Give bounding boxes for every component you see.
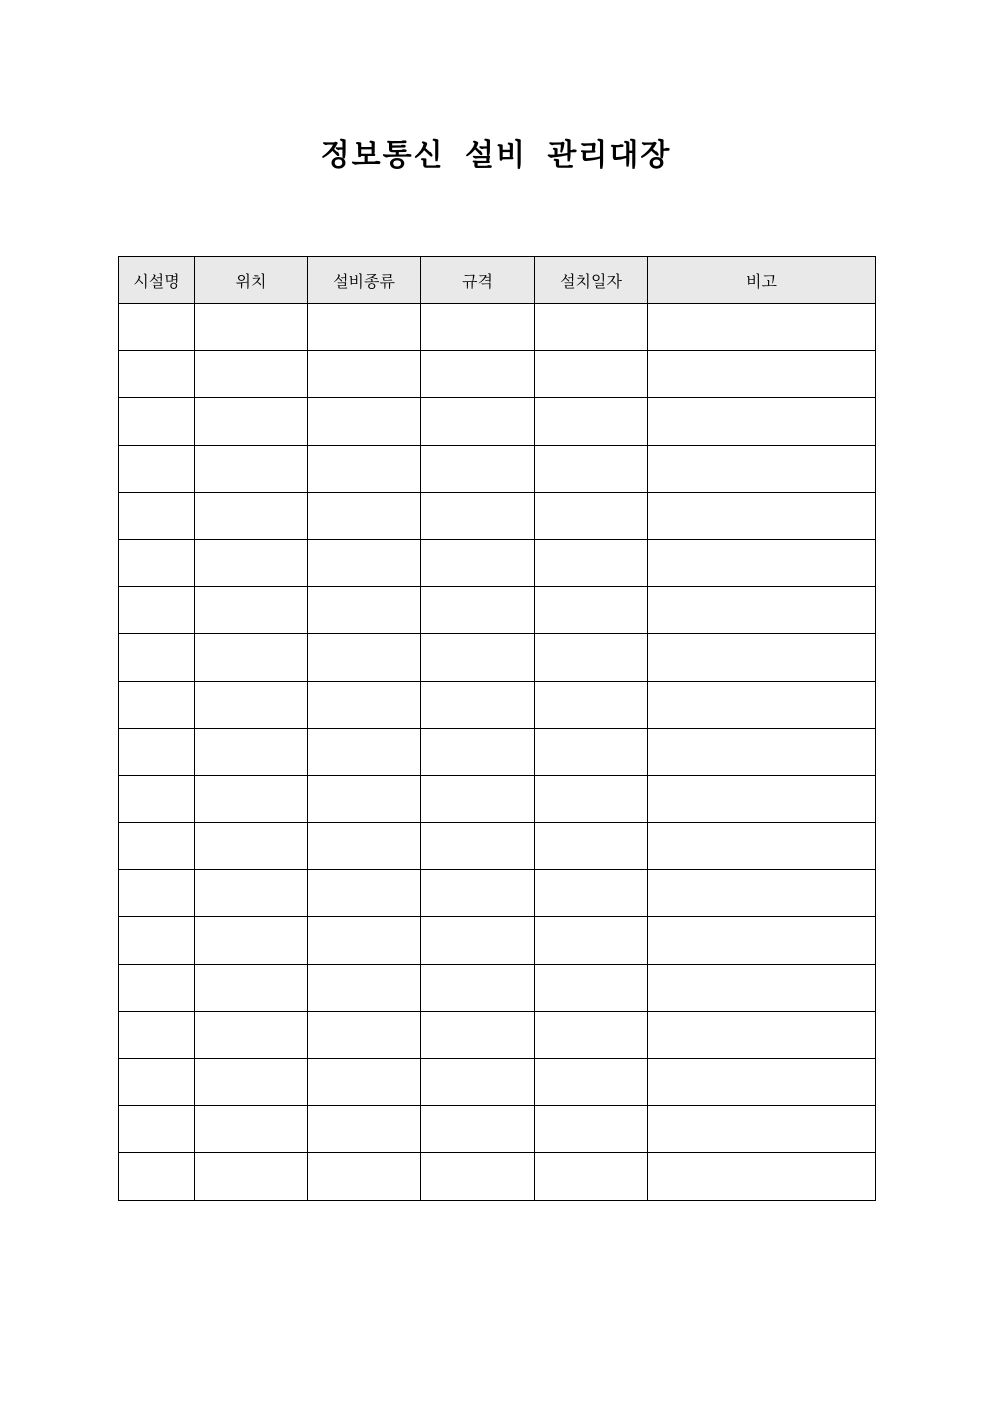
specification-cell[interactable]	[421, 823, 535, 870]
location-cell[interactable]	[195, 870, 308, 917]
installation-date-cell[interactable]	[535, 870, 648, 917]
facility-name-cell[interactable]	[119, 964, 195, 1011]
equipment-type-cell[interactable]	[308, 351, 421, 398]
equipment-ledger-table	[118, 256, 876, 1201]
column-header-location: 위치	[195, 257, 308, 304]
equipment-type-cell[interactable]	[308, 1106, 421, 1153]
specification-cell[interactable]	[421, 775, 535, 822]
table-row	[119, 634, 876, 681]
remarks-cell[interactable]	[648, 634, 876, 681]
table-row	[119, 587, 876, 634]
facility-name-cell[interactable]	[119, 681, 195, 728]
specification-cell[interactable]	[421, 1059, 535, 1106]
facility-name-cell[interactable]	[119, 351, 195, 398]
specification-cell[interactable]	[421, 681, 535, 728]
table-row	[119, 728, 876, 775]
column-header-equipment-type: 설비종류	[308, 257, 421, 304]
location-cell[interactable]	[195, 1153, 308, 1200]
installation-date-cell[interactable]	[535, 1059, 648, 1106]
table-row	[119, 823, 876, 870]
column-header-facility-name: 시설명	[119, 257, 195, 304]
location-cell[interactable]	[195, 398, 308, 445]
remarks-cell[interactable]	[648, 492, 876, 539]
facility-name-cell[interactable]	[119, 445, 195, 492]
equipment-type-cell[interactable]	[308, 728, 421, 775]
facility-name-cell[interactable]	[119, 1059, 195, 1106]
location-cell[interactable]	[195, 1106, 308, 1153]
specification-cell[interactable]	[421, 539, 535, 586]
remarks-cell[interactable]	[648, 445, 876, 492]
facility-name-cell[interactable]	[119, 398, 195, 445]
equipment-type-cell[interactable]	[308, 539, 421, 586]
table-body	[119, 304, 876, 1201]
location-cell[interactable]	[195, 964, 308, 1011]
specification-cell[interactable]	[421, 634, 535, 681]
equipment-type-cell[interactable]	[308, 492, 421, 539]
specification-cell[interactable]	[421, 351, 535, 398]
specification-cell[interactable]	[421, 587, 535, 634]
facility-name-cell[interactable]	[119, 304, 195, 351]
specification-cell[interactable]	[421, 398, 535, 445]
column-header-specification: 규격	[421, 257, 535, 304]
column-header-installation-date: 설치일자	[535, 257, 648, 304]
table-row	[119, 304, 876, 351]
installation-date-cell[interactable]	[535, 587, 648, 634]
table-row	[119, 445, 876, 492]
table-row	[119, 398, 876, 445]
installation-date-cell[interactable]	[535, 775, 648, 822]
location-cell[interactable]	[195, 634, 308, 681]
table-row	[119, 492, 876, 539]
specification-cell[interactable]	[421, 917, 535, 964]
installation-date-cell[interactable]	[535, 681, 648, 728]
table-row	[119, 1011, 876, 1058]
facility-name-cell[interactable]	[119, 728, 195, 775]
installation-date-cell[interactable]	[535, 634, 648, 681]
equipment-type-cell[interactable]	[308, 1059, 421, 1106]
facility-name-cell[interactable]	[119, 870, 195, 917]
location-cell[interactable]	[195, 681, 308, 728]
location-cell[interactable]	[195, 539, 308, 586]
installation-date-cell[interactable]	[535, 304, 648, 351]
equipment-type-cell[interactable]	[308, 823, 421, 870]
table-header	[119, 257, 876, 304]
document-title: 정보통신 설비 관리대장	[320, 138, 672, 173]
table-row	[119, 1153, 876, 1200]
equipment-type-cell[interactable]	[308, 681, 421, 728]
specification-cell[interactable]	[421, 304, 535, 351]
equipment-type-cell[interactable]	[308, 398, 421, 445]
location-cell[interactable]	[195, 775, 308, 822]
facility-name-cell[interactable]	[119, 1106, 195, 1153]
equipment-type-cell[interactable]	[308, 445, 421, 492]
facility-name-cell[interactable]	[119, 539, 195, 586]
installation-date-cell[interactable]	[535, 492, 648, 539]
header-row	[119, 257, 876, 304]
specification-cell[interactable]	[421, 728, 535, 775]
installation-date-cell[interactable]	[535, 398, 648, 445]
installation-date-cell[interactable]	[535, 823, 648, 870]
location-cell[interactable]	[195, 728, 308, 775]
location-cell[interactable]	[195, 823, 308, 870]
table-row	[119, 870, 876, 917]
equipment-type-cell[interactable]	[308, 1153, 421, 1200]
location-cell[interactable]	[195, 1059, 308, 1106]
equipment-type-cell[interactable]	[308, 917, 421, 964]
remarks-cell[interactable]	[648, 1153, 876, 1200]
table-row	[119, 964, 876, 1011]
remarks-cell[interactable]	[648, 681, 876, 728]
table-row	[119, 775, 876, 822]
remarks-cell[interactable]	[648, 398, 876, 445]
location-cell[interactable]	[195, 917, 308, 964]
location-cell[interactable]	[195, 587, 308, 634]
remarks-cell[interactable]	[648, 1011, 876, 1058]
column-header-remarks: 비고	[648, 257, 876, 304]
installation-date-cell[interactable]	[535, 445, 648, 492]
facility-name-cell[interactable]	[119, 917, 195, 964]
table-row	[119, 681, 876, 728]
equipment-type-cell[interactable]	[308, 964, 421, 1011]
table-row	[119, 351, 876, 398]
equipment-type-cell[interactable]	[308, 304, 421, 351]
location-cell[interactable]	[195, 304, 308, 351]
installation-date-cell[interactable]	[535, 728, 648, 775]
remarks-cell[interactable]	[648, 775, 876, 822]
equipment-type-cell[interactable]	[308, 634, 421, 681]
specification-cell[interactable]	[421, 870, 535, 917]
remarks-cell[interactable]	[648, 917, 876, 964]
facility-name-cell[interactable]	[119, 823, 195, 870]
remarks-cell[interactable]	[648, 964, 876, 1011]
table-row	[119, 1059, 876, 1106]
table-row	[119, 917, 876, 964]
location-cell[interactable]	[195, 445, 308, 492]
facility-name-cell[interactable]	[119, 1011, 195, 1058]
installation-date-cell[interactable]	[535, 917, 648, 964]
specification-cell[interactable]	[421, 1106, 535, 1153]
location-cell[interactable]	[195, 351, 308, 398]
installation-date-cell[interactable]	[535, 964, 648, 1011]
remarks-cell[interactable]	[648, 587, 876, 634]
remarks-cell[interactable]	[648, 870, 876, 917]
facility-name-cell[interactable]	[119, 1153, 195, 1200]
facility-name-cell[interactable]	[119, 587, 195, 634]
equipment-type-cell[interactable]	[308, 870, 421, 917]
installation-date-cell[interactable]	[535, 539, 648, 586]
specification-cell[interactable]	[421, 1153, 535, 1200]
equipment-type-cell[interactable]	[308, 775, 421, 822]
remarks-cell[interactable]	[648, 304, 876, 351]
specification-cell[interactable]	[421, 492, 535, 539]
table-row	[119, 539, 876, 586]
remarks-cell[interactable]	[648, 823, 876, 870]
specification-cell[interactable]	[421, 445, 535, 492]
remarks-cell[interactable]	[648, 1059, 876, 1106]
equipment-type-cell[interactable]	[308, 587, 421, 634]
remarks-cell[interactable]	[648, 351, 876, 398]
remarks-cell[interactable]	[648, 728, 876, 775]
table-row	[119, 1106, 876, 1153]
remarks-cell[interactable]	[648, 1106, 876, 1153]
installation-date-cell[interactable]	[535, 351, 648, 398]
specification-cell[interactable]	[421, 1011, 535, 1058]
installation-date-cell[interactable]	[535, 1153, 648, 1200]
specification-cell[interactable]	[421, 964, 535, 1011]
installation-date-cell[interactable]	[535, 1106, 648, 1153]
installation-date-cell[interactable]	[535, 1011, 648, 1058]
equipment-type-cell[interactable]	[308, 1011, 421, 1058]
location-cell[interactable]	[195, 1011, 308, 1058]
facility-name-cell[interactable]	[119, 775, 195, 822]
remarks-cell[interactable]	[648, 539, 876, 586]
facility-name-cell[interactable]	[119, 634, 195, 681]
location-cell[interactable]	[195, 492, 308, 539]
facility-name-cell[interactable]	[119, 492, 195, 539]
